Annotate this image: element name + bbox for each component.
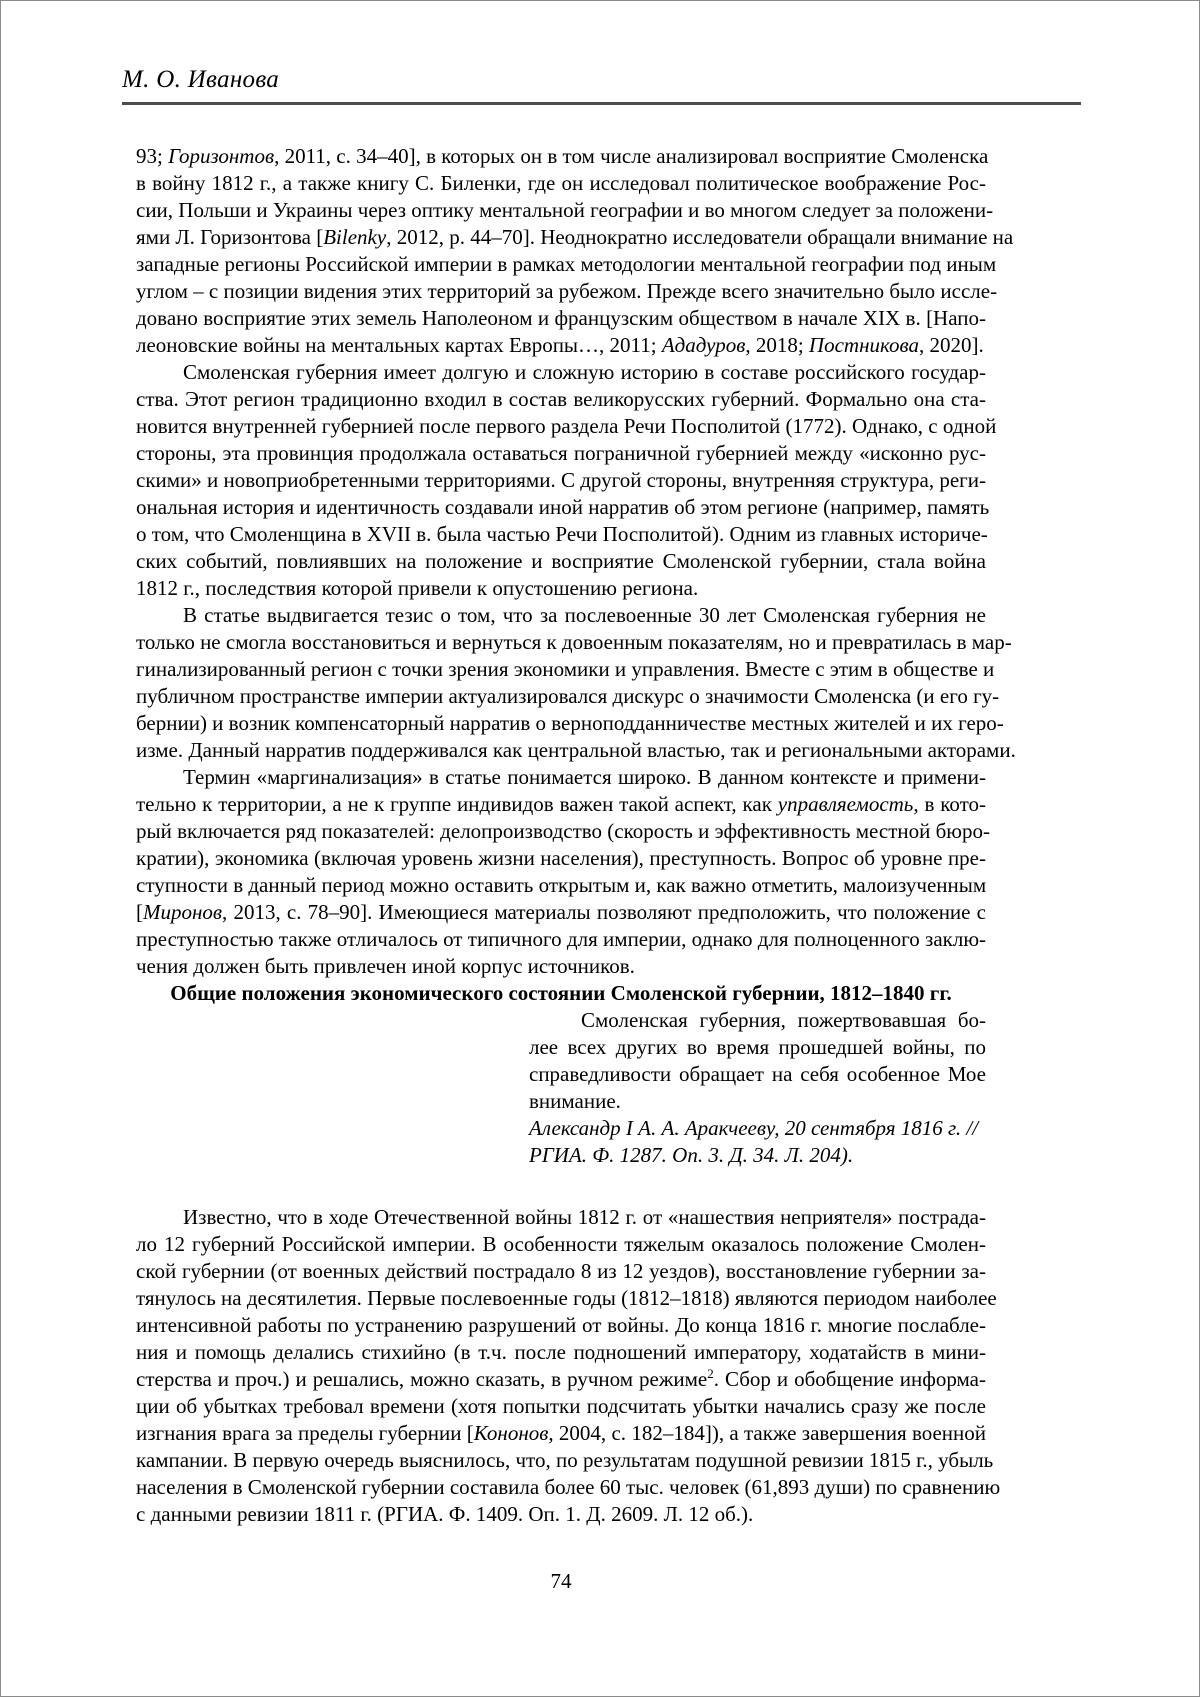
text-segment: [ — [136, 900, 143, 924]
text-line — [136, 1501, 986, 1528]
paragraph — [136, 1204, 1001, 1528]
page-number: 74 — [550, 1569, 572, 1593]
text-line — [136, 926, 986, 953]
text-segment: публичном пространстве империи актуализировался дискурс о значимости Смоленска (и его гу- — [136, 684, 1000, 708]
text-line — [136, 1474, 1001, 1501]
text-segment: стороны, эта провинция продолжала оставаться пограничной губернией между «исконно рус- — [136, 441, 986, 465]
text-segment: Смоленская губерния имеет долгую и сложную историю в составе российского государ- — [183, 360, 986, 384]
text-segment: Александр I А. А. Аракчееву, 20 сентября 1816 г. // — [529, 1116, 979, 1140]
text-line — [136, 494, 990, 521]
text-line — [136, 818, 990, 845]
text-line — [136, 710, 1004, 737]
text-segment: интенсивной работы по устранению разрушений от войны. До конца 1816 г. многие послабле- — [136, 1313, 986, 1337]
text-line — [136, 1312, 986, 1339]
text-line — [136, 440, 986, 467]
text-segment: углом – с позиции видения этих территорий за рубежом. Прежде всего значительно было иссле- — [136, 279, 998, 303]
text-segment: ской губернии (от военных действий пострадало 8 из 12 уездов), восстановление губернии за- — [136, 1259, 986, 1283]
text-line — [136, 575, 986, 602]
text-line — [136, 899, 986, 926]
text-segment: Известно, что в ходе Отечественной войны 1812 г. от «нашествия неприятеля» пострада- — [183, 1205, 986, 1229]
text-segment: ции об убытках требовал времени (хотя попытки подсчитать убытки начались сразу же после — [136, 1394, 986, 1418]
text-segment: с данными ревизии 1811 г. (РГИА. Ф. 1409. Оп. 1. Д. 2609. Л. 12 об.). — [136, 1502, 754, 1526]
text-line — [136, 413, 997, 440]
text-line — [136, 1285, 997, 1312]
text-line — [136, 791, 986, 818]
text-segment: ства. Этот регион традиционно входил в состав великорусских губерний. Формально она ста- — [136, 387, 986, 411]
text-line — [136, 1258, 986, 1285]
text-segment: чения должен быть привлечен иной корпус источников. — [136, 954, 635, 978]
text-segment: ния и помощь делались стихийно (в т.ч. после подношений императору, ходатайств в мини- — [136, 1340, 986, 1364]
text-segment: кампании. В первую очередь выяснилось, что, по результатам подушной ревизии 1815 г., убыль — [136, 1448, 994, 1472]
text-segment: сии, Польши и Украины через оптику ментальной географии и во многом следует за положени- — [136, 198, 994, 222]
page-footer — [136, 1569, 986, 1594]
italic-text-segment: Постникова — [808, 333, 919, 357]
italic-text-segment: Горизонтов — [168, 144, 275, 168]
text-line — [136, 602, 986, 629]
text-segment: В статье выдвигается тезис о том, что за послевоенные 30 лет Смоленская губерния не — [183, 603, 986, 627]
running-header — [122, 67, 1081, 105]
text-segment: лее всех других во время прошедшей войны, по — [529, 1035, 986, 1059]
text-segment: Смоленская губерния, пожертвовавшая бо- — [581, 1008, 986, 1032]
text-segment: стерства и проч.) и решались, можно сказать, в ручном режиме — [136, 1367, 708, 1391]
text-segment: в войну 1812 г., а также книгу С. Биленки, где он исследовал политическое воображение Рос- — [136, 171, 986, 195]
paragraph — [136, 359, 997, 602]
footnote-marker: 2 — [707, 1366, 714, 1381]
text-blocks — [136, 143, 1016, 1528]
text-line — [529, 1007, 986, 1034]
text-segment: изме. Данный нарратив поддерживался как центральной властью, так и региональными акторами. — [136, 738, 1016, 762]
text-segment: 93; — [136, 144, 169, 168]
text-line — [136, 332, 986, 359]
text-segment: изгнания врага за пределы губернии [ — [136, 1421, 474, 1445]
text-line — [136, 170, 986, 197]
text-segment: ских событий, повлиявших на положение и восприятие Смоленской губернии, стала война — [136, 549, 986, 573]
text-line — [136, 251, 997, 278]
text-line — [136, 656, 995, 683]
text-segment: преступностью также отличалось от типичного для империи, однако для полноценного заклю- — [136, 927, 986, 951]
text-line — [136, 197, 994, 224]
text-segment: Термин «маргинализация» в статье понимается широко. В данном контексте и примени- — [183, 765, 986, 789]
text-line — [136, 278, 998, 305]
text-line — [136, 872, 986, 899]
text-segment: бернии) и возник компенсаторный нарратив о верноподданничестве местных жителей и их геро- — [136, 711, 1004, 735]
text-line — [136, 683, 1000, 710]
epigraph — [529, 1007, 986, 1169]
text-segment: ональная история и идентичность создавали иной нарратив об этом регионе (например, память — [136, 495, 990, 519]
text-segment: ло 12 губерний Российской империи. В особенности тяжелым оказалось положение Смолен- — [136, 1232, 986, 1256]
text-segment: , 2013, с. 78–90]. Имеющиеся материалы позволяют предположить, что положение с — [222, 900, 986, 924]
text-segment: ями Л. Горизонтова [ — [136, 225, 324, 249]
text-line — [136, 467, 986, 494]
text-line — [136, 521, 986, 548]
text-segment: , 2018; — [745, 333, 809, 357]
italic-text-segment: Кононов — [473, 1421, 549, 1445]
running-header-author: М. О. Иванова — [122, 66, 280, 93]
text-line — [136, 1231, 986, 1258]
text-segment: о том, что Смоленщина в XVII в. была частью Речи Посполитой). Одним из главных историче- — [136, 522, 988, 546]
text-line — [136, 1420, 986, 1447]
text-segment: РГИА. Ф. 1287. Оп. 3. Д. 34. Л. 204). — [529, 1143, 854, 1167]
text-line — [529, 1115, 986, 1142]
text-segment: 1812 г., последствия которой привели к опустошению региона. — [136, 576, 699, 600]
text-line — [136, 629, 1012, 656]
text-line — [136, 1366, 986, 1393]
text-line — [136, 1204, 986, 1231]
text-segment: рый включается ряд показателей: делопроизводство (скорость и эффективность местной бюро- — [136, 819, 990, 843]
text-line — [136, 359, 986, 386]
text-segment: ступности в данный период можно оставить открытым и, как важно отметить, малоизученным — [136, 873, 987, 897]
text-segment: справедливости обращает на себя особенное Мое — [529, 1062, 986, 1086]
text-line — [136, 548, 986, 575]
text-line — [136, 143, 989, 170]
text-segment: тельно к территории, а не к группе индивидов важен такой аспект, как — [136, 792, 778, 816]
text-segment: только не смогла восстановиться и вернуться к довоенным показателям, но и превратилась в мар- — [136, 630, 1012, 654]
text-line — [136, 224, 1014, 251]
text-line — [136, 737, 1016, 764]
text-segment: , 2020]. — [919, 333, 984, 357]
text-segment: западные регионы Российской империи в рамках методологии ментальной географии под иным — [136, 252, 997, 276]
text-line — [136, 1339, 986, 1366]
text-segment: , 2011, с. 34–40], в которых он в том числе анализировал восприятие Смоленска — [274, 144, 989, 168]
text-segment: населения в Смоленской губернии составила более 60 тыс. человек (61,893 души) по сравнению — [136, 1475, 1001, 1499]
text-segment: тянулось на десятилетия. Первые послевоенные годы (1812–1818) являются периодом наиболее — [136, 1286, 997, 1310]
paragraph — [136, 143, 1014, 359]
text-line — [529, 1088, 986, 1115]
text-segment: , в кото- — [913, 792, 987, 816]
section-heading: Общие положения экономического состоянии Смоленской губернии, 1812–1840 гг. — [170, 981, 952, 1005]
text-segment: внимание. — [529, 1089, 621, 1113]
italic-text-segment: управляемость — [777, 792, 914, 816]
italic-text-segment: Миронов — [143, 900, 223, 924]
italic-text-segment: Ададуров — [661, 333, 746, 357]
text-segment: довано восприятие этих земель Наполеоном и французским обществом в начале XIX в. [Напо- — [136, 306, 986, 330]
text-line — [136, 386, 986, 413]
text-line — [136, 764, 986, 791]
text-segment: . Сбор и обобщение информа- — [713, 1367, 986, 1391]
paragraph — [136, 764, 990, 980]
text-segment: , 2012, p. 44–70]. Неоднократно исследователи обращали внимание на — [386, 225, 1014, 249]
text-line — [529, 1142, 986, 1169]
paragraph — [136, 602, 1016, 764]
text-segment: скими» и новоприобретенными территориями. С другой стороны, внутренняя структура, реги- — [136, 468, 986, 492]
text-line — [136, 953, 986, 980]
text-segment: кратии), экономика (включая уровень жизни населения), преступность. Вопрос об уровне пре- — [136, 846, 986, 870]
text-line — [529, 1034, 986, 1061]
text-segment: , 2004, с. 182–184]), а также завершения военной — [548, 1421, 987, 1445]
text-line — [136, 305, 986, 332]
text-line — [136, 845, 986, 872]
text-line — [136, 1447, 994, 1474]
text-segment: новится внутренней губернией после первого раздела Речи Посполитой (1772). Однако, с одной — [136, 414, 997, 438]
text-segment: леоновские войны на ментальных картах Европы…, 2011; — [136, 333, 662, 357]
italic-text-segment: Bilenky — [323, 225, 387, 249]
text-line — [136, 1393, 986, 1420]
text-segment: гинализированный регион с точки зрения экономики и управления. Вместе с этим в обществе и — [136, 657, 995, 681]
text-line — [529, 1061, 986, 1088]
